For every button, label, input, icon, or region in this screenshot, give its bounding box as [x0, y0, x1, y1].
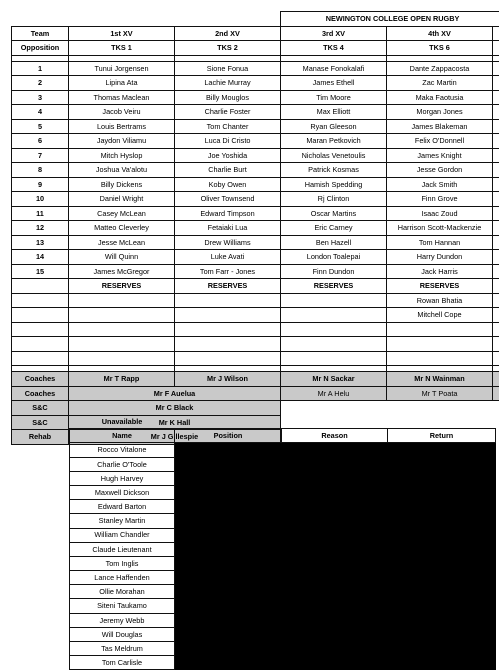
redacted-cell [282, 656, 388, 670]
coach-name: Mr N Sackar [281, 372, 387, 387]
player-name: James Knight [387, 148, 493, 163]
staff-name: Mr C Black [69, 401, 281, 416]
player-row [12, 206, 499, 221]
reserves-header: RESERVES [175, 279, 281, 294]
reserve-row [12, 351, 499, 366]
player-name: Maka Faotusia [387, 90, 493, 105]
unavailable-name: Rocco Vitalone [70, 443, 175, 457]
jersey-number: 10 [12, 192, 69, 207]
redacted-cell [388, 556, 496, 570]
unavailable-row [70, 471, 496, 485]
jersey-number: 7 [12, 148, 69, 163]
reserve-name [69, 308, 175, 323]
opposition-name: TKS 6 [387, 41, 493, 56]
unavailable-name: Tom Inglis [70, 556, 175, 570]
redacted-cell [282, 457, 388, 471]
jersey-number: 6 [12, 134, 69, 149]
player-name: Tunui Jorgensen [69, 61, 175, 76]
player-row [12, 90, 499, 105]
reserves-header: RESERVES [281, 279, 387, 294]
unavailable-name: Will Douglas [70, 627, 175, 641]
unavailable-row [70, 500, 496, 514]
staff-name: Mr K Hall [69, 415, 281, 430]
player-name: Will Quinn [69, 250, 175, 265]
redacted-cell [175, 471, 282, 485]
redacted-cell [282, 642, 388, 656]
coach-name: Mr F Auelua [69, 386, 281, 401]
unavailable-row [70, 599, 496, 613]
redacted-cell [388, 571, 496, 585]
opposition-name: TKS 1 [69, 41, 175, 56]
column-header: Name [70, 429, 175, 443]
unavailable-row [70, 457, 496, 471]
unavailable-row [70, 571, 496, 585]
unavailable-name: William Chandler [70, 528, 175, 542]
player-name: Manase Fonokalafi [281, 61, 387, 76]
reserve-name: Mitchell Cope [387, 308, 493, 323]
sc-label: S&C [12, 415, 69, 430]
redacted-cell [388, 627, 496, 641]
unavailable-name: Stanley Martin [70, 514, 175, 528]
player-name: Fetaiaki Lua [175, 221, 281, 236]
column-header: Position [175, 429, 282, 443]
player-name: Matteo Cleverley [69, 221, 175, 236]
unavailable-row [70, 642, 496, 656]
unavailable-table [69, 415, 496, 670]
player-name: Drew Williams [175, 235, 281, 250]
unavailable-name: Siteni Taukamo [70, 599, 175, 613]
reserve-name [281, 337, 387, 352]
player-name: Jesse McLean [69, 235, 175, 250]
jersey-number: 11 [12, 206, 69, 221]
player-name: Tim Moore [281, 90, 387, 105]
redacted-cell [388, 613, 496, 627]
rehab-label: Rehab [12, 430, 69, 445]
unavailable-row [70, 585, 496, 599]
player-name: Casey McLean [69, 206, 175, 221]
unavailable-name: Claude Lieutenant [70, 542, 175, 556]
redacted-cell [388, 656, 496, 670]
player-name: Finn Grove [387, 192, 493, 207]
player-name: Eric Carney [281, 221, 387, 236]
unavailable-name: Tom Carlisle [70, 656, 175, 670]
player-name: Jack Harris [387, 264, 493, 279]
unavailable-row [70, 443, 496, 457]
redacted-cell [282, 571, 388, 585]
redacted-cell [175, 599, 282, 613]
jersey-number: 2 [12, 76, 69, 91]
column-header: Reason [282, 429, 388, 443]
redacted-cell [175, 556, 282, 570]
redacted-cell [388, 443, 496, 457]
sc-label: S&C [12, 401, 69, 416]
player-name: Hamish Spedding [281, 177, 387, 192]
redacted-cell [175, 542, 282, 556]
reserve-name [175, 337, 281, 352]
redacted-cell [282, 585, 388, 599]
redacted-cell [175, 485, 282, 499]
player-name: Tom Farr - Jones [175, 264, 281, 279]
coach-name: Mr J Wilson [175, 372, 281, 387]
player-name: Jesse Gordon [387, 163, 493, 178]
player-name: Zac Martin [387, 76, 493, 91]
team-name: 2nd XV [175, 26, 281, 41]
redacted-cell [282, 613, 388, 627]
redacted-cell [175, 571, 282, 585]
reserve-row [12, 322, 499, 337]
reserve-row [12, 293, 499, 308]
jersey-number: 14 [12, 250, 69, 265]
redacted-cell [282, 485, 388, 499]
player-row [12, 264, 499, 279]
opposition-label: Opposition [12, 41, 69, 56]
reserves-header: RESERVES [387, 279, 493, 294]
unavailable-row [70, 556, 496, 570]
redacted-cell [388, 599, 496, 613]
reserve-name [281, 308, 387, 323]
jersey-number: 3 [12, 90, 69, 105]
opposition-name: TKS 2 [175, 41, 281, 56]
redacted-cell [175, 613, 282, 627]
jersey-number: 5 [12, 119, 69, 134]
redacted-cell [388, 585, 496, 599]
redacted-cell [388, 500, 496, 514]
redacted-cell [175, 443, 282, 457]
redacted-cell [388, 485, 496, 499]
unavailable-row [70, 627, 496, 641]
reserve-name [69, 322, 175, 337]
player-name: Charlie Burt [175, 163, 281, 178]
redacted-cell [388, 528, 496, 542]
redacted-cell [175, 585, 282, 599]
player-row [12, 177, 499, 192]
player-name: James McGregor [69, 264, 175, 279]
redacted-cell [282, 556, 388, 570]
player-name: Harry Dundon [387, 250, 493, 265]
redacted-cell [282, 599, 388, 613]
redacted-cell [175, 528, 282, 542]
unavailable-caption: Unavailable [70, 415, 175, 429]
player-row [12, 250, 499, 265]
redacted-cell [282, 471, 388, 485]
player-name: James Blakeman [387, 119, 493, 134]
player-name: Finn Dundon [281, 264, 387, 279]
reserve-name [281, 351, 387, 366]
redacted-cell [282, 627, 388, 641]
redacted-cell [388, 542, 496, 556]
reserve-name: Rowan Bhatia [387, 293, 493, 308]
unavailable-row [70, 485, 496, 499]
jersey-number: 1 [12, 61, 69, 76]
player-row [12, 105, 499, 120]
player-row [12, 221, 499, 236]
player-name: Louis Bertrams [69, 119, 175, 134]
unavailable-row [70, 656, 496, 670]
player-row [12, 235, 499, 250]
reserves-header: RESERVES [69, 279, 175, 294]
redacted-cell [175, 642, 282, 656]
reserve-row [12, 337, 499, 352]
reserve-name [69, 351, 175, 366]
sheet-title: NEWINGTON COLLEGE OPEN RUGBY [281, 12, 499, 27]
reserve-name [281, 322, 387, 337]
reserve-name [175, 308, 281, 323]
player-name: Max Elliott [281, 105, 387, 120]
redacted-cell [388, 642, 496, 656]
unavailable-row [70, 514, 496, 528]
jersey-number: 4 [12, 105, 69, 120]
team-name: 3rd XV [281, 26, 387, 41]
opposition-name: TKS 4 [281, 41, 387, 56]
redacted-cell [388, 514, 496, 528]
player-row [12, 148, 499, 163]
player-name: Lachie Murray [175, 76, 281, 91]
player-name: Jacob Veiru [69, 105, 175, 120]
unavailable-name: Hugh Harvey [70, 471, 175, 485]
player-name: Charlie Foster [175, 105, 281, 120]
coach-name: Mr N Wainman [387, 372, 493, 387]
player-name: Thomas Maclean [69, 90, 175, 105]
redacted-cell [388, 471, 496, 485]
reserve-name [69, 337, 175, 352]
team-name: 1st XV [69, 26, 175, 41]
coaches-label: Coaches [12, 386, 69, 401]
reserve-name [281, 293, 387, 308]
player-name: Luke Avati [175, 250, 281, 265]
redacted-cell [175, 457, 282, 471]
column-header: Return [388, 429, 496, 443]
player-name: Sione Fonua [175, 61, 281, 76]
player-name: Jack Smith [387, 177, 493, 192]
team-label: Team [12, 26, 69, 41]
coach-name: Mr T Rapp [69, 372, 175, 387]
player-name: Nicholas Venetoulis [281, 148, 387, 163]
redacted-cell [282, 500, 388, 514]
player-name: Lipina Ata [69, 76, 175, 91]
reserve-name [387, 337, 493, 352]
jersey-number: 15 [12, 264, 69, 279]
reserve-name [175, 293, 281, 308]
redacted-cell [282, 514, 388, 528]
redacted-cell [388, 457, 496, 471]
player-name: London Toalepai [281, 250, 387, 265]
player-row [12, 119, 499, 134]
player-name: Joe Yoshida [175, 148, 281, 163]
player-name: Isaac Zoud [387, 206, 493, 221]
redacted-cell [175, 500, 282, 514]
redacted-cell [175, 656, 282, 670]
unavailable-name: Tas Meldrum [70, 642, 175, 656]
player-name: Joshua Va'alotu [69, 163, 175, 178]
unavailable-name: Jeremy Webb [70, 613, 175, 627]
coach-name: Mr A Helu [281, 386, 387, 401]
coach-name: Mr T Poata [387, 386, 493, 401]
player-name: Dante Zappacosta [387, 61, 493, 76]
player-row [12, 192, 499, 207]
team-name: 4th XV [387, 26, 493, 41]
player-name: Morgan Jones [387, 105, 493, 120]
player-row [12, 134, 499, 149]
reserve-name [387, 322, 493, 337]
player-name: Ben Hazell [281, 235, 387, 250]
player-name: Patrick Kosmas [281, 163, 387, 178]
player-name: Maran Petkovich [281, 134, 387, 149]
jersey-number: 13 [12, 235, 69, 250]
jersey-number: 9 [12, 177, 69, 192]
unavailable-name: Lance Haffenden [70, 571, 175, 585]
player-name: Oscar Martins [281, 206, 387, 221]
jersey-number: 12 [12, 221, 69, 236]
staff-name: Mr J Gillespie [69, 430, 281, 445]
reserve-name [175, 351, 281, 366]
redacted-cell [282, 542, 388, 556]
reserve-name [175, 322, 281, 337]
player-name: Ryan Gleeson [281, 119, 387, 134]
player-row [12, 76, 499, 91]
player-name: Edward Timpson [175, 206, 281, 221]
redacted-cell [282, 443, 388, 457]
unavailable-row [70, 613, 496, 627]
player-name: Harrison Scott-Mackenzie [387, 221, 493, 236]
player-name: James Ethell [281, 76, 387, 91]
unavailable-name: Edward Barton [70, 500, 175, 514]
player-name: Jaydon Viliamu [69, 134, 175, 149]
redacted-cell [175, 627, 282, 641]
player-name: Daniel Wright [69, 192, 175, 207]
player-name: Felix O'Donnell [387, 134, 493, 149]
unavailable-row [70, 542, 496, 556]
player-name: Billy Dickens [69, 177, 175, 192]
reserve-name [69, 293, 175, 308]
player-name: Koby Owen [175, 177, 281, 192]
player-name: Oliver Townsend [175, 192, 281, 207]
player-name: Billy Mouglos [175, 90, 281, 105]
reserve-row [12, 308, 499, 323]
player-name: Rj Clinton [281, 192, 387, 207]
reserve-name [387, 351, 493, 366]
player-name: Tom Hannan [387, 235, 493, 250]
jersey-number: 8 [12, 163, 69, 178]
redacted-cell [282, 528, 388, 542]
coaches-label: Coaches [12, 372, 69, 387]
unavailable-row [70, 528, 496, 542]
unavailable-name: Maxwell Dickson [70, 485, 175, 499]
player-name: Luca Di Cristo [175, 134, 281, 149]
unavailable-name: Ollie Morahan [70, 585, 175, 599]
player-row [12, 163, 499, 178]
player-row [12, 61, 499, 76]
redacted-cell [175, 514, 282, 528]
unavailable-name: Charlie O'Toole [70, 457, 175, 471]
team-sheet-table [11, 11, 499, 445]
player-name: Tom Chanter [175, 119, 281, 134]
player-name: Mitch Hyslop [69, 148, 175, 163]
